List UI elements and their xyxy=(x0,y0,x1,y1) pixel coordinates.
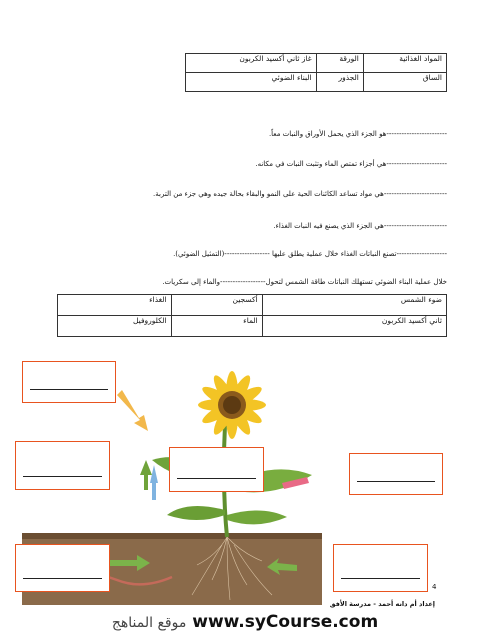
sentence-2: ------------------------هي أجزاء تمتص الماء وتثبت النبات في مكانه. xyxy=(255,160,447,168)
table-row xyxy=(58,295,447,316)
table-cell: ضوء الشمس xyxy=(262,295,446,316)
label-box-bottom-left[interactable] xyxy=(15,544,110,592)
table-row xyxy=(58,316,447,337)
table-cell: أكسجين xyxy=(171,295,262,316)
sentence-1: ------------------------هو الجزء الذي يحمل الأوراق والنبات معاً. xyxy=(268,130,447,138)
leaf xyxy=(167,506,225,520)
table-cell: الغذاء xyxy=(58,295,172,316)
green-arrow-icon xyxy=(140,460,152,490)
table-cell: الجذور xyxy=(316,73,363,92)
table-cell: الماء xyxy=(171,316,262,337)
table-cell: الكلوروفيل xyxy=(58,316,172,337)
table-cell: الورقة xyxy=(316,54,363,73)
label-box-stem[interactable] xyxy=(169,447,264,492)
table-cell: الساق xyxy=(363,73,446,92)
brand-latin[interactable]: www.syCourse.com xyxy=(192,612,379,632)
leaf xyxy=(227,510,287,524)
word-bank-table-2 xyxy=(57,294,447,337)
label-box-leaf[interactable] xyxy=(15,441,110,490)
page-number: 4 xyxy=(432,583,437,591)
sentence-4: -------------------------هي الجزء الذي يصنع فيه النبات الغذاء. xyxy=(273,222,447,230)
sentence-3: -------------------------هي مواد تساعد الكائنات الحية على النمو والبقاء بحالة جيده وهي جزء من التربة. xyxy=(153,190,447,198)
table-row xyxy=(186,54,447,73)
sunlight-arrow-icon xyxy=(117,390,148,431)
table-cell: غاز ثاني أكسيد الكربون xyxy=(186,54,317,73)
word-bank-table-1 xyxy=(185,53,447,92)
table-cell: البناء الضوئي xyxy=(186,73,317,92)
brand-arabic: موقع المناهج xyxy=(111,615,187,631)
sentence-5: --------------------تصنع النباتات الغذاء خلال عملية يطلق عليها ------------------(التمثيل الضوئي). xyxy=(173,250,447,258)
table-cell: ثاني أكسيد الكربون xyxy=(262,316,446,337)
table-cell: المواد الغذائية xyxy=(363,54,446,73)
site-brand xyxy=(100,612,390,632)
table-row xyxy=(186,73,447,92)
oxygen-arrow-icon xyxy=(150,465,158,500)
author-note: إعداد أم دانه أحمد - مدرسة الأفق xyxy=(329,600,435,608)
label-box-right[interactable] xyxy=(349,453,443,495)
sentence-6: خلال عملية البناء الضوئي تستهلك النباتات طاقة الشمس لتحول------------------والماء إلى سكريات. xyxy=(162,278,447,286)
label-box-flower[interactable] xyxy=(22,361,116,403)
label-box-bottom-right[interactable] xyxy=(333,544,428,592)
